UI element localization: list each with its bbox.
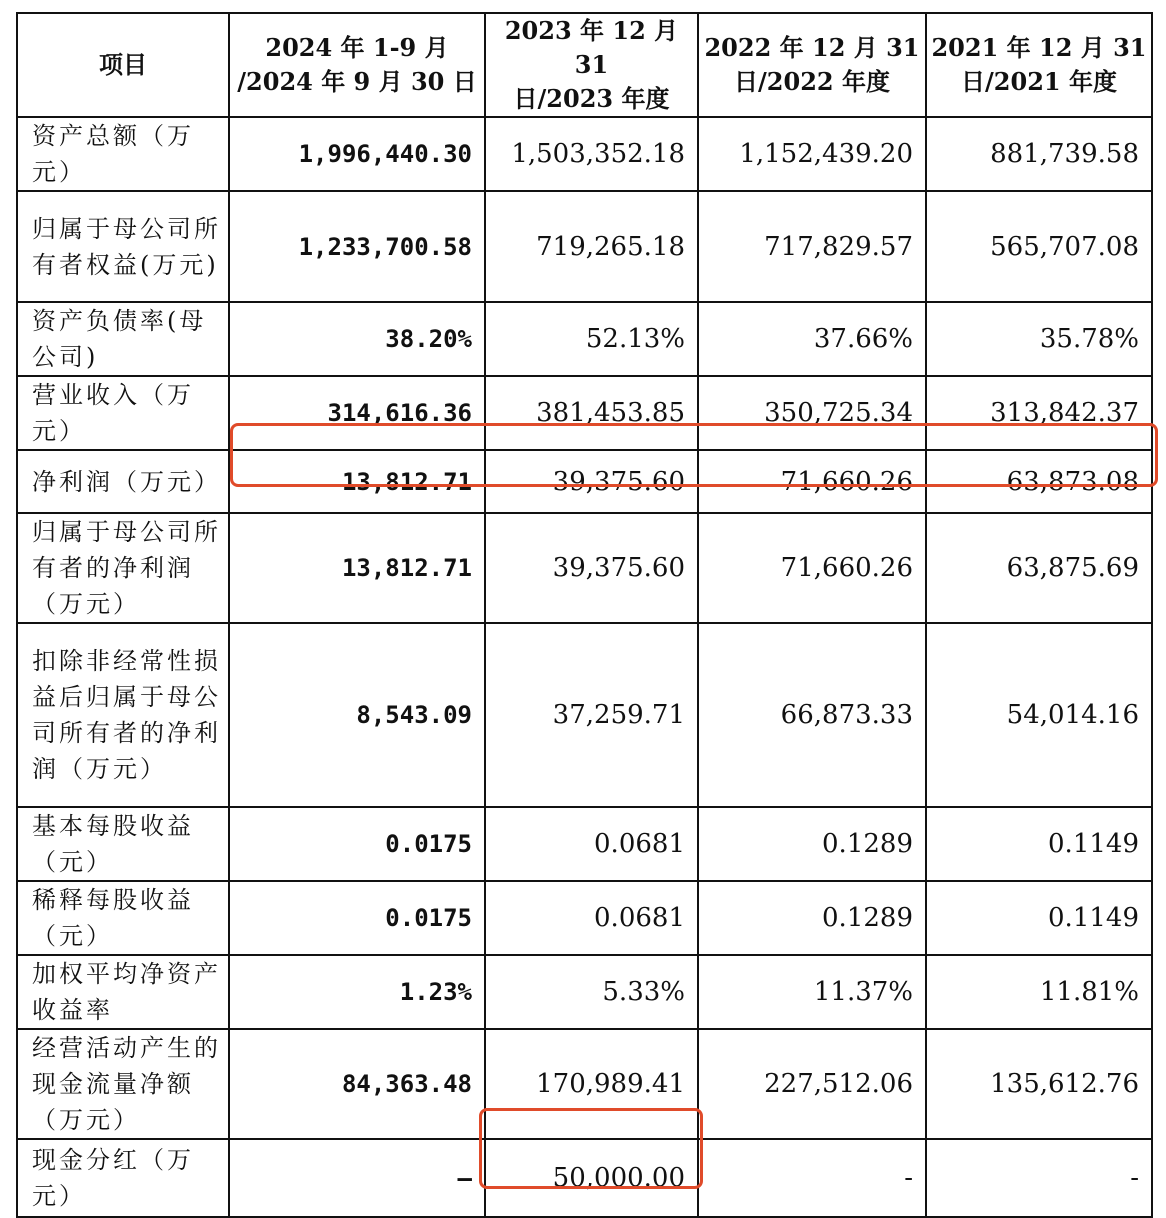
- value-2021: 881,739.58: [926, 117, 1152, 191]
- value-2024: 84,363.48: [229, 1029, 485, 1139]
- value-2022: 227,512.06: [698, 1029, 926, 1139]
- financial-table: [16, 12, 1153, 1218]
- value-2022: 350,725.34: [698, 376, 926, 450]
- value-2021: 135,612.76: [926, 1029, 1152, 1139]
- header-item: 项目: [17, 13, 229, 117]
- row-label: 稀释每股收益（元）: [17, 881, 229, 955]
- header-2022: [698, 13, 926, 117]
- value-2024: 0.0175: [229, 881, 485, 955]
- header-2024-line1: 2024 年 1-9 月: [265, 33, 449, 62]
- value-2023: 381,453.85: [485, 376, 698, 450]
- row-label: 现金分红（万元）: [17, 1139, 229, 1217]
- value-2022: 71,660.26: [698, 513, 926, 623]
- row-label: 营业收入（万元）: [17, 376, 229, 450]
- table-row: [17, 955, 1152, 1029]
- value-2023: 50,000.00: [485, 1139, 698, 1217]
- table-row: [17, 807, 1152, 881]
- value-2024: 314,616.36: [229, 376, 485, 450]
- value-2022: 1,152,439.20: [698, 117, 926, 191]
- value-2024: 8,543.09: [229, 623, 485, 807]
- value-2023: 39,375.60: [485, 513, 698, 623]
- row-label: 加权平均净资产收益率: [17, 955, 229, 1029]
- value-2023: 0.0681: [485, 807, 698, 881]
- row-label: 经营活动产生的现金流量净额（万元）: [17, 1029, 229, 1139]
- table-row: [17, 191, 1152, 302]
- row-label: 基本每股收益（元）: [17, 807, 229, 881]
- row-label: 归属于母公司所有者权益(万元): [17, 191, 229, 302]
- value-2021: 63,873.08: [926, 450, 1152, 513]
- value-2021: 63,875.69: [926, 513, 1152, 623]
- row-label: 净利润（万元）: [17, 450, 229, 513]
- value-2021: 11.81%: [926, 955, 1152, 1029]
- value-2024: 13,812.71: [229, 513, 485, 623]
- value-2022: 0.1289: [698, 807, 926, 881]
- value-2023: 37,259.71: [485, 623, 698, 807]
- value-2021: 0.1149: [926, 881, 1152, 955]
- value-2023: 719,265.18: [485, 191, 698, 302]
- value-2021: 565,707.08: [926, 191, 1152, 302]
- row-label: 资产负债率(母公司): [17, 302, 229, 376]
- value-2024: 1.23%: [229, 955, 485, 1029]
- table-row: [17, 302, 1152, 376]
- value-2024: 1,996,440.30: [229, 117, 485, 191]
- table-row: [17, 1139, 1152, 1217]
- header-2024: [229, 13, 485, 117]
- table-row: [17, 376, 1152, 450]
- header-row: [17, 13, 1152, 117]
- table-row: [17, 623, 1152, 807]
- header-2022-line1: 2022 年 12 月 31: [704, 33, 920, 62]
- table-row: [17, 117, 1152, 191]
- value-2024: 1,233,700.58: [229, 191, 485, 302]
- value-2022: 11.37%: [698, 955, 926, 1029]
- value-2023: 1,503,352.18: [485, 117, 698, 191]
- value-2023: 0.0681: [485, 881, 698, 955]
- row-label: 归属于母公司所有者的净利润（万元）: [17, 513, 229, 623]
- header-2023-line2: 日/2023 年度: [513, 84, 670, 113]
- header-2021: [926, 13, 1152, 117]
- value-2022: -: [698, 1139, 926, 1217]
- value-2024: 0.0175: [229, 807, 485, 881]
- table-row: [17, 881, 1152, 955]
- value-2022: 0.1289: [698, 881, 926, 955]
- header-2023-line1: 2023 年 12 月 31: [504, 16, 679, 79]
- value-2023: 170,989.41: [485, 1029, 698, 1139]
- value-2021: 35.78%: [926, 302, 1152, 376]
- value-2022: 71,660.26: [698, 450, 926, 513]
- value-2023: 39,375.60: [485, 450, 698, 513]
- value-2022: 717,829.57: [698, 191, 926, 302]
- header-2023: [485, 13, 698, 117]
- value-2023: 52.13%: [485, 302, 698, 376]
- value-2021: 313,842.37: [926, 376, 1152, 450]
- table-row: [17, 513, 1152, 623]
- value-2024: 13,812.71: [229, 450, 485, 513]
- value-2024: 38.20%: [229, 302, 485, 376]
- header-2021-line1: 2021 年 12 月 31: [931, 33, 1147, 62]
- value-2021: 0.1149: [926, 807, 1152, 881]
- row-label: 资产总额（万元）: [17, 117, 229, 191]
- value-2021: 54,014.16: [926, 623, 1152, 807]
- header-2021-line2: 日/2021 年度: [961, 67, 1117, 96]
- value-2024: –: [229, 1139, 485, 1217]
- value-2021: -: [926, 1139, 1152, 1217]
- value-2022: 66,873.33: [698, 623, 926, 807]
- table-row: [17, 450, 1152, 513]
- header-2024-line2: /2024 年 9 月 30 日: [237, 67, 477, 96]
- table-row: [17, 1029, 1152, 1139]
- row-label: 扣除非经常性损益后归属于母公司所有者的净利润（万元）: [17, 623, 229, 807]
- value-2023: 5.33%: [485, 955, 698, 1029]
- value-2022: 37.66%: [698, 302, 926, 376]
- header-2022-line2: 日/2022 年度: [734, 67, 890, 96]
